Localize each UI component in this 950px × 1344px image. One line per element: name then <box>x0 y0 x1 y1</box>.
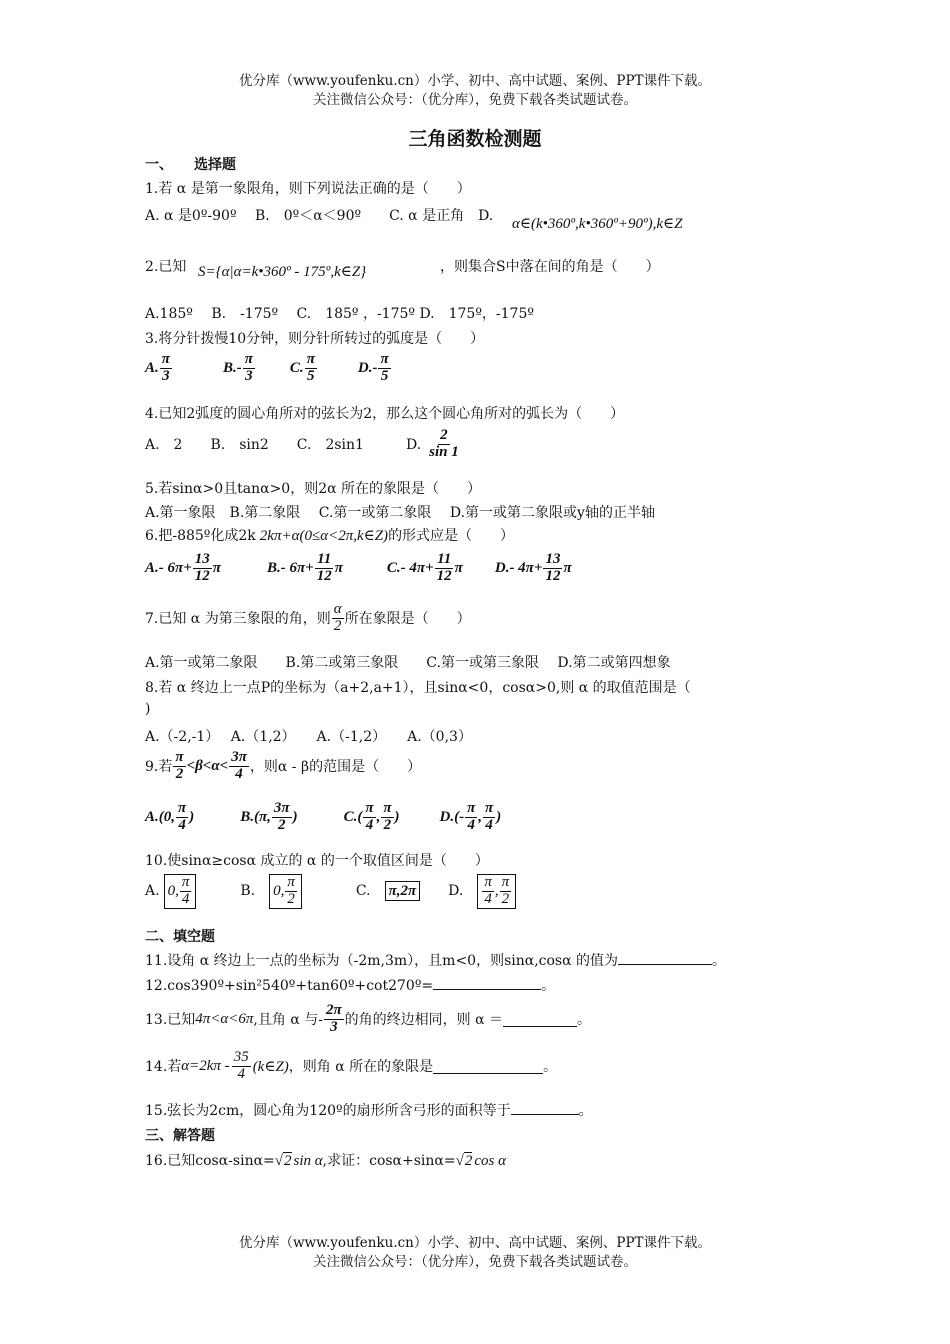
q16-pre: 16.已知cosα-sinα= <box>145 1153 275 1169</box>
q9-frac-c1: $\frac{\pi}{4}$ <box>365 800 374 833</box>
q14-kz: (k∈Z) <box>252 1058 289 1075</box>
q9-close-a: ) <box>189 808 195 825</box>
q2-set: S={α|α=k•360º - 175º,k∈Z} <box>198 264 367 280</box>
q15 <box>145 1100 593 1120</box>
q3-label-c: C. <box>289 359 304 376</box>
q16-sqrt-2: √2 <box>455 1153 473 1169</box>
q8-close: ) <box>145 701 151 717</box>
q6-pi-d: π <box>563 559 572 576</box>
q5-options: A.第一象限 B.第二象限 C.第一或第二象限 D.第一或第二象限或y轴的正半轴 <box>145 505 655 521</box>
q13-period: 。 <box>577 1012 592 1029</box>
q9-stem <box>145 750 421 783</box>
q10-interval-d: $\frac{\pi}{4}$ , $\frac{\pi}{2}$ <box>477 874 516 909</box>
q13-ineq: 4π<α<6π <box>195 1010 254 1027</box>
header-line-2: 关注微信公众号：（优分库），免费下载各类试题试卷。 <box>313 92 637 108</box>
q16-mid: ,求证：cosα+sinα= <box>322 1153 456 1169</box>
q6-frac-c: $\frac{11}{12}$ <box>436 551 452 584</box>
q7-stem <box>145 602 471 635</box>
q10-interval-b: 0, $\frac{\pi}{2}$ <box>269 874 302 909</box>
q9-label-a: A.(0, <box>145 808 175 825</box>
q14-pre: 14.若 <box>145 1059 182 1076</box>
page-title: 三角函数检测题 <box>408 128 542 150</box>
section-fill: 二、填空题 <box>145 929 215 945</box>
q14-expr: α=2kπ - <box>181 1057 230 1074</box>
q9-comma-c: , <box>376 808 381 825</box>
q6-options <box>145 552 572 585</box>
q9-frac-b: $\frac{3\pi}{2}$ <box>273 800 290 833</box>
q2-options: A.185º B. -175º C. 185º ，-175º D. 175º，-175º <box>145 306 534 322</box>
q12-blank[interactable] <box>433 975 541 990</box>
q6-frac-b: $\frac{11}{12}$ <box>316 551 332 584</box>
q7-frac: $\frac{\alpha}{2}$ <box>333 601 342 634</box>
q9-comma-d: , <box>478 808 483 825</box>
section-answer: 三、解答题 <box>145 1128 215 1144</box>
q1-stem: 1.若 α 是第一象限角，则下列说法正确的是（ ） <box>145 181 471 197</box>
q16-sqrt-1: √2 <box>274 1153 292 1169</box>
q4-options <box>145 428 462 461</box>
q1-option-d: α∈(k•360º,k•360º+90º),k∈Z <box>512 216 683 232</box>
q9-mid: <β<α< <box>186 757 229 774</box>
q13-mid: ,且角 α 与- <box>253 1012 323 1029</box>
q13-pre: 13.已知 <box>145 1012 196 1029</box>
q15-blank[interactable] <box>511 1100 579 1115</box>
q12-text: 12.cos390º+sin²540º+tan60º+cot270º= <box>145 978 434 994</box>
q9-label-c: C.( <box>343 808 363 825</box>
q6-pi-a: π <box>212 559 221 576</box>
q3-frac-d: $\frac{\pi}{5}$ <box>380 351 389 384</box>
q9-label-d: D.(- <box>439 808 465 825</box>
q6-pre: 6.把-885º化成2k <box>145 528 256 544</box>
q6-post: 的形式应是（ ） <box>388 528 515 544</box>
q14-blank[interactable] <box>433 1059 543 1074</box>
header-line-1: 优分库（www.youfenku.cn）小学、初中、高中试题、案例、PPT课件下载。 <box>238 73 712 89</box>
q9-label-b: B.(π, <box>240 808 271 825</box>
q12 <box>145 975 555 995</box>
q13-blank[interactable] <box>503 1012 577 1027</box>
q7-options: A.第一或第二象限 B.第二或第三象限 C.第一或第三象限 D.第二或第四想象 <box>145 655 671 671</box>
q16-cos: cos α <box>474 1153 506 1169</box>
q10-label-b: B. <box>240 883 256 900</box>
q6-label-a: A.- 6π+ <box>145 559 192 576</box>
q7-post: 所在象限是（ ） <box>344 611 471 628</box>
q15-text: 15.弦长为2cm，圆心角为120º的扇形所含弓形的面积等于 <box>145 1103 511 1119</box>
q9-pre: 9.若 <box>145 759 173 776</box>
q10-stem: 10.使sinα≥cosα 成立的 α 的一个取值区间是（ ） <box>145 853 489 869</box>
q10-interval-a: 0, $\frac{\pi}{4}$ <box>164 874 197 909</box>
q13 <box>145 1003 591 1036</box>
q11 <box>145 950 726 970</box>
q10-label-c: C. <box>355 883 371 900</box>
q15-period: 。 <box>578 1103 593 1119</box>
section-choice: 一、 选择题 <box>145 157 236 173</box>
q6-pi-c: π <box>454 559 463 576</box>
q2-post: ，则集合S中落在间的角是（ ） <box>440 259 660 275</box>
q9-close-c: ) <box>394 808 400 825</box>
q4-frac-d: $\frac{2}{\sin 1}$ <box>429 427 459 460</box>
q2-pre: 2.已知 <box>145 259 187 275</box>
q14-post: ，则角 α 所在的象限是 <box>288 1059 434 1076</box>
q6-frac-a: $\frac{13}{12}$ <box>194 551 210 584</box>
q14-frac: $\frac{35}{4}$ <box>233 1049 249 1082</box>
q3-label-a: A. <box>145 359 159 376</box>
q8-stem: 8.若 α 终边上一点P的坐标为（a+2,a+1），且sinα<0，cosα>0,则 α 的取值范围是（ <box>145 680 691 696</box>
q9-frac-d2: $\frac{\pi}{4}$ <box>485 800 494 833</box>
q1-options: A. α 是0º-90º B. 0º＜α＜90º C. α 是正角 D. <box>145 208 494 224</box>
q12-period: 。 <box>541 978 556 994</box>
q10-interval-c: π,2π <box>385 881 421 901</box>
q9-options <box>145 801 501 834</box>
q16-sin: sin α <box>293 1153 323 1169</box>
q9-frac-d1: $\frac{\pi}{4}$ <box>467 800 476 833</box>
q14 <box>145 1050 557 1083</box>
q5-stem: 5.若sinα>0且tanα>0，则2α 所在的象限是（ ） <box>145 481 482 497</box>
q4-options-text: A. 2 B. sin2 C. 2sin1 D. <box>145 437 422 454</box>
q11-period: 。 <box>712 953 727 969</box>
q10-label-a: A. <box>145 883 160 900</box>
q9-frac-1: $\frac{\pi}{2}$ <box>175 749 184 782</box>
q3-stem: 3.将分针拨慢10分钟，则分针所转过的弧度是（ ） <box>145 331 485 347</box>
q11-blank[interactable] <box>618 950 712 965</box>
q6-pi-b: π <box>334 559 343 576</box>
q16 <box>145 1150 506 1170</box>
q9-frac-c2: $\frac{\pi}{2}$ <box>383 800 392 833</box>
footer-line-1: 优分库（www.youfenku.cn）小学、初中、高中试题、案例、PPT课件下载。 <box>238 1235 712 1251</box>
q9-close-b: ) <box>292 808 298 825</box>
q13-post: 的角的终边相同，则 α ＝ <box>344 1012 504 1029</box>
q6-expr: 2kπ+α(0≤α<2π,k∈Z) <box>259 527 389 544</box>
q6-label-c: C.- 4π+ <box>386 559 434 576</box>
q6-label-b: B.- 6π+ <box>266 559 314 576</box>
footer-line-2: 关注微信公众号：（优分库），免费下载各类试题试卷。 <box>313 1254 637 1270</box>
q3-frac-b: $\frac{\pi}{3}$ <box>244 351 253 384</box>
q3-options <box>145 352 392 385</box>
q9-frac-2: $\frac{3\pi}{4}$ <box>231 749 247 782</box>
q3-frac-a: $\frac{\pi}{3}$ <box>161 351 170 384</box>
q9-frac-a: $\frac{\pi}{4}$ <box>178 800 187 833</box>
q11-text: 11.设角 α 终边上一点的坐标为（-2m,3m），且m<0，则sinα,cosα 的值为 <box>145 953 619 969</box>
q7-pre: 7.已知 α 为第三象限的角，则 <box>145 611 331 628</box>
q13-frac: $\frac{2\pi}{3}$ <box>325 1002 342 1035</box>
q3-label-b: B.- <box>222 359 242 376</box>
q4-stem: 4.已知2弧度的圆心角所对的弦长为2，那么这个圆心角所对的弧长为（ ） <box>145 406 625 422</box>
q9-close-d: ) <box>496 808 502 825</box>
q8-options: A.（-2,-1） A.（1,2） A.（-1,2） A.（0,3） <box>145 729 472 745</box>
q6-label-d: D.- 4π+ <box>494 559 543 576</box>
q9-post: ，则α - β的范围是（ ） <box>249 759 422 776</box>
q14-period: 。 <box>543 1059 558 1076</box>
q10-label-d: D. <box>448 883 464 900</box>
q3-frac-c: $\frac{\pi}{5}$ <box>306 351 315 384</box>
q6-stem <box>145 525 514 545</box>
q3-label-d: D.- <box>357 359 378 376</box>
q10-options <box>145 874 516 909</box>
q6-frac-d: $\frac{13}{12}$ <box>545 551 561 584</box>
